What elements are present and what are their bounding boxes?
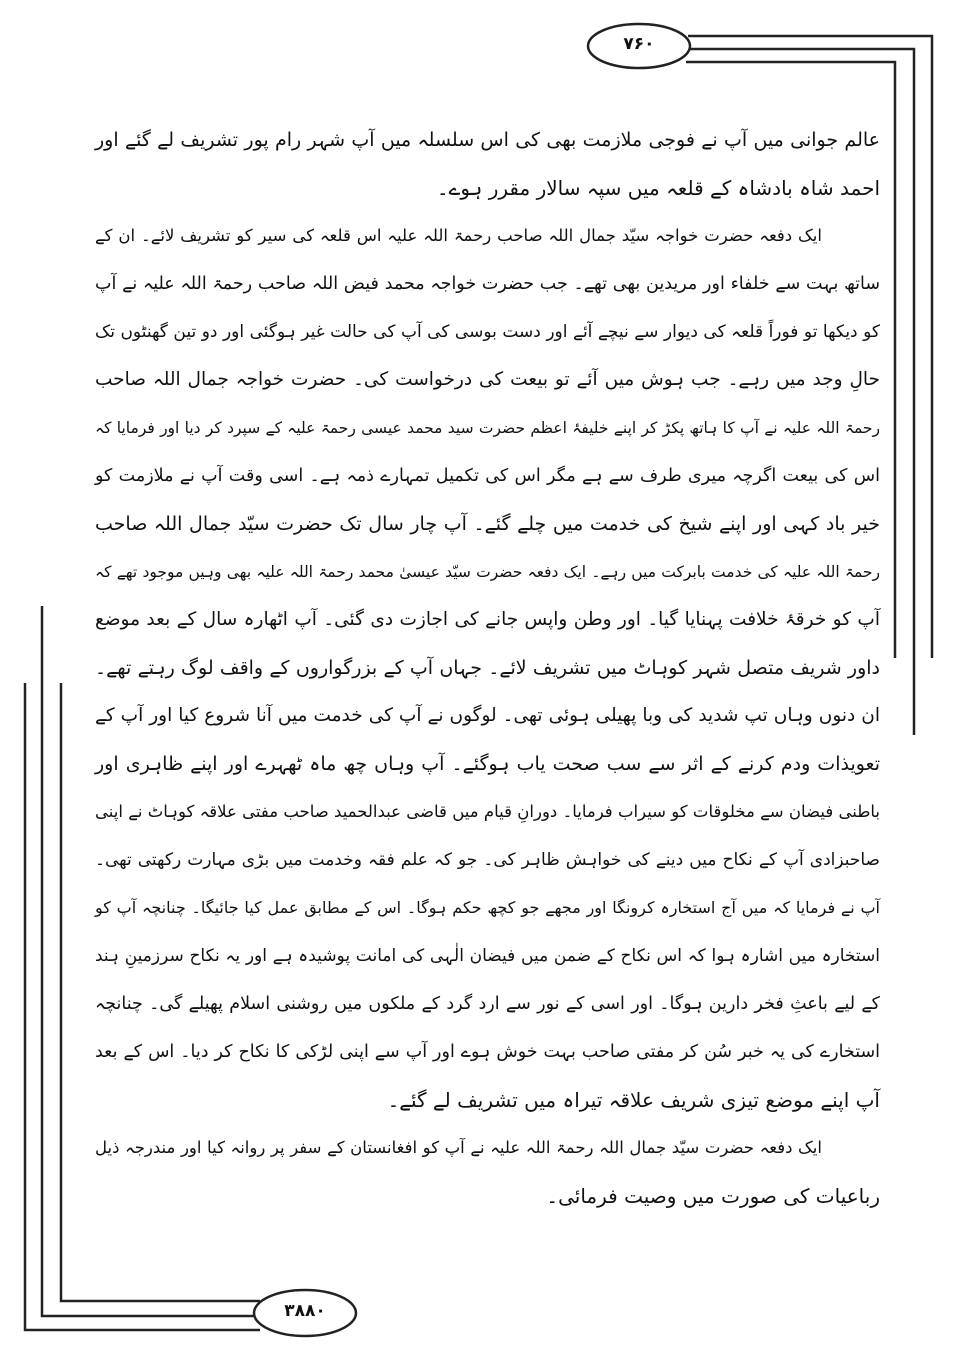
- text-line: ایک دفعہ حضرت سیّد جمال اللہ رحمۃ اللہ علیہ نے آپ کو افغانستان کے سفر پر روانہ کیا اور مندرجہ ذیل: [95, 1138, 822, 1157]
- bottom-page-number: ۳۸۸۰: [284, 1301, 326, 1321]
- text-line: خیر باد کہی اور اپنے شیخ کی خدمت میں چلے گئے۔ آپ چار سال تک حضرت سیّد جمال اللہ صاحب: [95, 513, 880, 535]
- text-line: باطنی فیضان سے مخلوقات کو سیراب فرمایا۔ دورانِ قیام میں قاضی عبدالحمید صاحب مفتی علاقہ کوہاٹ نے اپنی: [95, 802, 880, 821]
- text-line: کو دیکھا تو فوراً قلعہ کی دیوار سے نیچے آئے اور دست بوسی کی آپ کی حالت غیر ہوگئی اور دو تین گھنٹوں تک: [95, 322, 880, 342]
- text-line: عالم جوانی میں آپ نے فوجی ملازمت بھی کی اس سلسلہ میں آپ شہر رام پور تشریف لے گئے اور: [95, 129, 880, 151]
- text-line: استخارہ میں اشارہ ہوا کہ اس نکاح کے ضمن میں فیضان الٰہی کی امانت پوشیدہ ہے اور یہ نکاح سرزمینِ ہند: [95, 946, 880, 966]
- text-line: حالِ وجد میں رہے۔ جب ہوش میں آئے تو بیعت کی درخواست کی۔ حضرت خواجہ جمال اللہ صاحب: [95, 369, 880, 390]
- text-line: رباعیات کی صورت میں وصیت فرمائی۔: [546, 1184, 880, 1208]
- text-line: آپ نے فرمایا کہ میں آج استخارہ کرونگا اور مجھے جو کچھ حکم ہوگا۔ اس کے مطابق عمل کیا جائیگا۔ چنانچہ آپ کو: [95, 898, 880, 917]
- text-line: احمد شاہ بادشاہ کے قلعہ میں سپہ سالار مقرر ہوے۔: [436, 176, 880, 200]
- text-line: رحمۃ اللہ علیہ کی خدمت بابرکت میں رہے۔ ایک دفعہ حضرت سیّد عیسیٰ محمد رحمۃ اللہ علیہ بھی وہیں موجود تھے کہ: [95, 563, 880, 581]
- text-line: آپ اپنے موضع تیزی شریف علاقہ تیراہ میں تشریف لے گئے۔: [387, 1088, 880, 1112]
- document-body: [95, 116, 880, 1220]
- text-line: آپ کو خرقۂ خلافت پہنایا گیا۔ اور وطن واپس جانے کی اجازت دی گئی۔ آپ اٹھارہ سال کے بعد موضع: [95, 609, 880, 630]
- text-line: صاحبزادی آپ کے نکاح میں دینے کی خواہش ظاہر کی۔ جو کہ علم فقہ وخدمت میں بڑی مہارت رکھتی تھی۔: [95, 850, 880, 870]
- text-line: تعویذات ودم کرنے کے اثر سے سب صحت یاب ہوگئے۔ آپ وہاں چھ ماہ ٹھہرے اور اپنے ظاہری اور: [95, 753, 880, 775]
- top-page-number: ۷۶۰: [623, 34, 655, 54]
- text-line: داور شریف متصل شہر کوہاٹ میں تشریف لائے۔ جہاں آپ کے بزرگواروں کے واقف لوگ رہتے تھے۔: [95, 657, 880, 679]
- text-line: ساتھ بہت سے خلفاء اور مریدین بھی تھے۔ جب حضرت خواجہ محمد فیض اللہ صاحب رحمۃ اللہ علیہ نے آپ: [95, 274, 880, 294]
- text-line: ان دنوں وہاں تپ شدید کی وبا پھیلی ہوئی تھی۔ لوگوں نے آپ کی خدمت میں آنا شروع کیا اور آپ کے: [95, 705, 880, 726]
- text-line: استخارے کی یہ خبر سُن کر مفتی صاحب بہت خوش ہوے اور آپ سے اپنی لڑکی کا نکاح کر دیا۔ اس کے بعد: [95, 1042, 880, 1062]
- text-line: اس کی بیعت اگرچہ میری طرف سے ہے مگر اس کی تکمیل تمہارے ذمہ ہے۔ اسی وقت آپ نے ملازمت کو: [95, 466, 880, 486]
- text-line: رحمۃ اللہ علیہ نے آپ کا ہاتھ پکڑ کر اپنے خلیفۂ اعظم حضرت سید محمد عیسی رحمۃ علیہ کے سپرد کر دیا اور فرمایا کہ: [95, 419, 880, 437]
- text-line: کے لیے باعثِ فخر دارین ہوگا۔ اور اسی کے نور سے ارد گرد کے ملکوں میں روشنی اسلام پھیلے گی۔ چنانچہ: [95, 994, 880, 1014]
- text-line: ایک دفعہ حضرت خواجہ سیّد جمال اللہ صاحب رحمۃ اللہ علیہ اس قلعہ کی سیر کو تشریف لائے۔ ان کے: [95, 226, 822, 245]
